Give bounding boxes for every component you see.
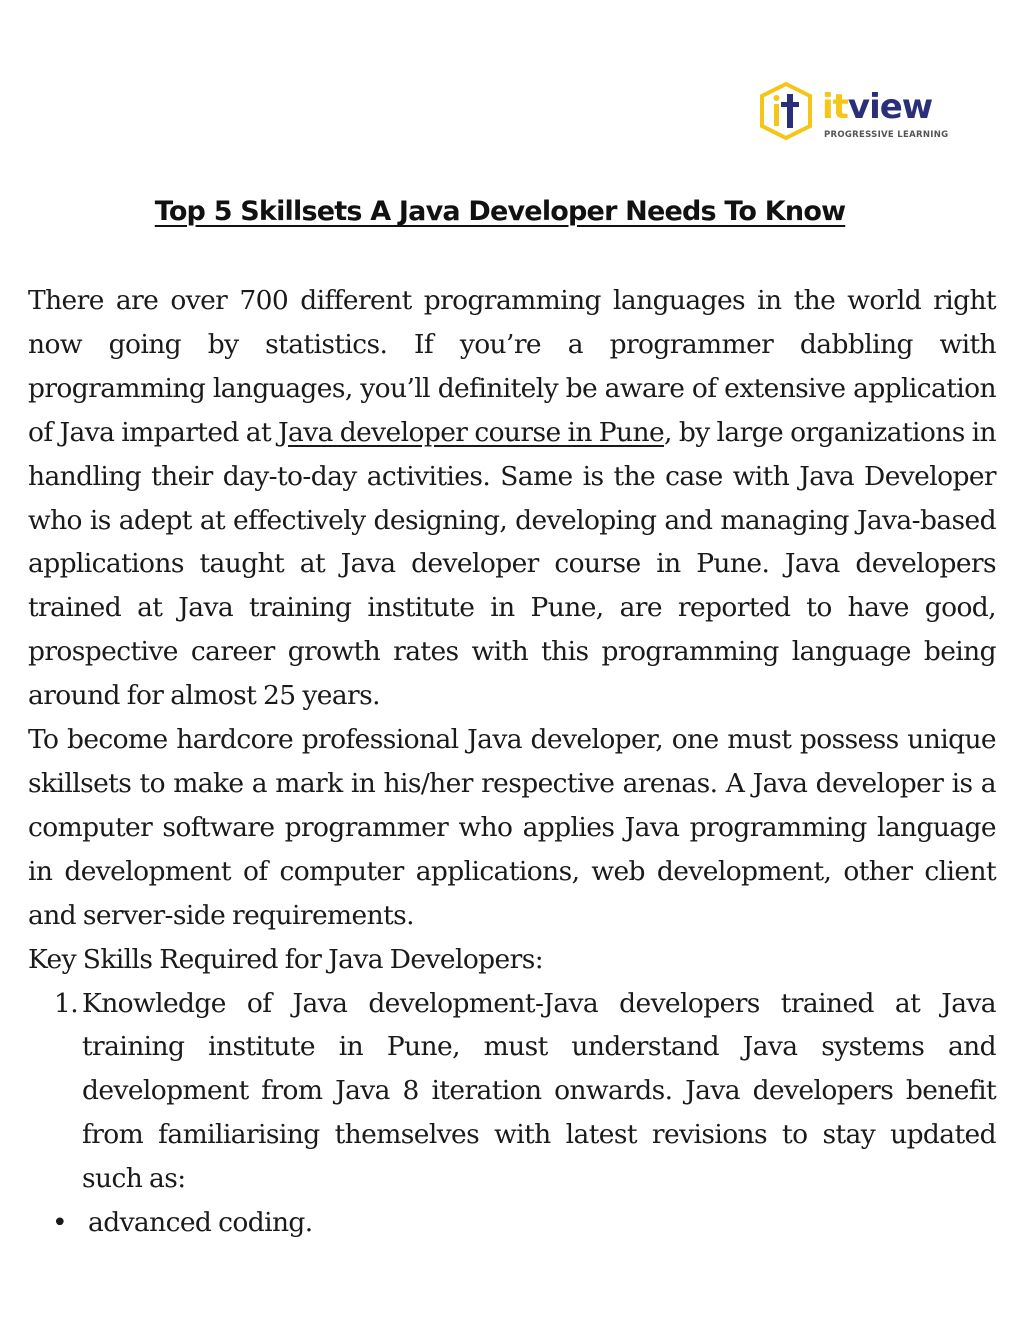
page-title-text: Top 5 Skillsets A Java Developer Needs To Know bbox=[154, 196, 846, 227]
intro-text-end: , by large organizations in handling their day-to-day activities. Same is the case with Java Developer who is adept at effectively designing, developing and managing Java-based applications taught at Java developer course in Pune. Java developers trained at Java training institute in Pune, are reported to have good, prospective career growth rates with this programming language being around for almost 25 years. bbox=[28, 416, 997, 712]
logo-hexagon-icon bbox=[762, 84, 810, 138]
sub-items-list bbox=[28, 1201, 996, 1245]
logo-brand-text: itview bbox=[822, 87, 933, 127]
key-skills-heading: Key Skills Required for Java Developers: bbox=[28, 943, 544, 975]
logo-tagline: PROGRESSIVE LEARNING bbox=[824, 130, 949, 140]
list-item-text: Knowledge of Java development-Java developers trained at Java training institute in Pune, must understand Java systems and development from Java 8 iteration onwards. Java developers benefit from familiarising themselves with latest revisions to stay updated such as: bbox=[82, 987, 996, 1195]
second-paragraph: To become hardcore professional Java developer, one must possess unique skillsets to make a mark in his/her respective arenas. A Java developer is a computer software programmer who applies Java programming language in development of computer applications, web development, other client and server-side requirements. bbox=[28, 724, 996, 931]
bullet-icon: • bbox=[52, 1207, 68, 1239]
skills-list bbox=[28, 982, 996, 1202]
article-body bbox=[28, 279, 996, 1245]
list-item-text: advanced coding. bbox=[88, 1207, 313, 1239]
list-number: 1. bbox=[54, 987, 79, 1019]
intro-text-start: There are over 700 different programming languages in the world right now going by statistics. If you’re a programmer dabbling with programming languages, you’ll definitely be aware of extensive application of Java imparted at J bbox=[28, 285, 996, 448]
itview-logo bbox=[760, 82, 960, 146]
java-course-link[interactable]: ava developer course in Pune bbox=[288, 416, 665, 448]
list-item bbox=[52, 1201, 996, 1245]
list-item bbox=[54, 982, 996, 1202]
intro-paragraph bbox=[28, 279, 996, 718]
page-title bbox=[0, 196, 1000, 227]
